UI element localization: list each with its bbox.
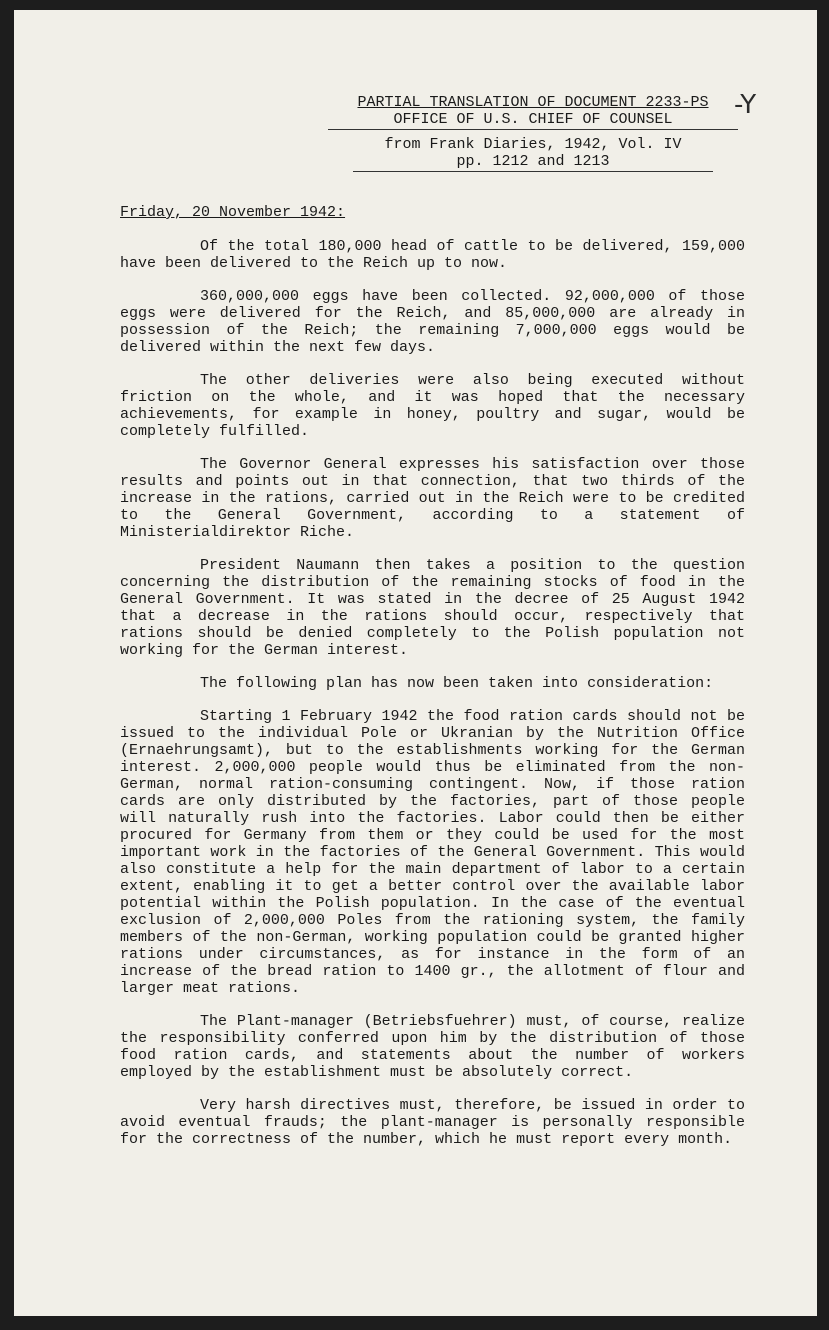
paragraph-eggs: 360,000,000 eggs have been collected. 92,000,000 of those eggs were delivered for the Reich, and 85,000,000 are already in possession of the Reich; the remaining 7,000,000 eggs would be delivered within the next few days. [120,288,745,356]
document-body [120,238,745,1164]
header-pages: pp. 1212 and 1213 [353,153,713,172]
paragraph-naumann: President Naumann then takes a position to the question concerning the distribution of the remaining stocks of food in the General Government. It was stated in the decree of 25 August 1942 that a decrease in the rations should occur, respectively that rations should be denied completely to the Polish population not working for the German interest. [120,557,745,659]
paragraph-plant-manager: The Plant-manager (Betriebsfuehrer) must, of course, realize the responsibility conferred upon him by the distribution of those food ration cards, and statements about the number of workers employed by the establishment must be absolutely correct. [120,1013,745,1081]
document-page [14,10,817,1316]
paragraph-ration-cards: Starting 1 February 1942 the food ration cards should not be issued to the individual Pole or Ukranian by the Nutrition Office (Ernaehrungsamt), but to the establishments working for the German interest. 2,000,000 people would thus be eliminated from the non-German, normal ration-consuming contingent. Now, if those ration cards are only distributed by the factories, part of those people will naturally rush into the factories. Labor could then be either procured for Germany from them or they could be used for the most important work in the factories of the General Government. This would also constitute a help for the main department of labor to a certain extent, enabling it to get a better control over the available labor potential within the Polish population. In the case of the eventual exclusion of 2,000,000 Poles from the rationing system, the family members of the non-German, working population could be granted higher rations under circumstances, as for instance in the form of an increase of the bread ration to 1400 gr., the allotment of flour and larger meat rations. [120,708,745,997]
header-title: PARTIAL TRANSLATION OF DOCUMENT 2233-PS [357,94,709,111]
document-header [328,94,738,172]
paragraph-directives: Very harsh directives must, therefore, be issued in order to avoid eventual frauds; the plant-manager is personally responsible for the correctness of the number, which he must report every month. [120,1097,745,1148]
paragraph-governor: The Governor General expresses his satisfaction over those results and points out in that connection, that two thirds of the increase in the rations, carried out in the Reich were to be credited to the General Government, according to a statement of Ministerialdirektor Riche. [120,456,745,541]
paragraph-deliveries: The other deliveries were also being executed without friction on the whole, and it was hoped that the necessary achievements, for example in honey, poultry and sugar, would be completely fulfilled. [120,372,745,440]
header-office: OFFICE OF U.S. CHIEF OF COUNSEL [328,111,738,130]
date-line: Friday, 20 November 1942: [120,204,346,221]
paragraph-plan: The following plan has now been taken into consideration: [200,675,714,692]
handwritten-mark: -Y [734,90,757,120]
paragraph-cattle: Of the total 180,000 head of cattle to be delivered, 159,000 have been delivered to the Reich up to now. [120,238,745,272]
header-source: from Frank Diaries, 1942, Vol. IV [384,136,682,153]
